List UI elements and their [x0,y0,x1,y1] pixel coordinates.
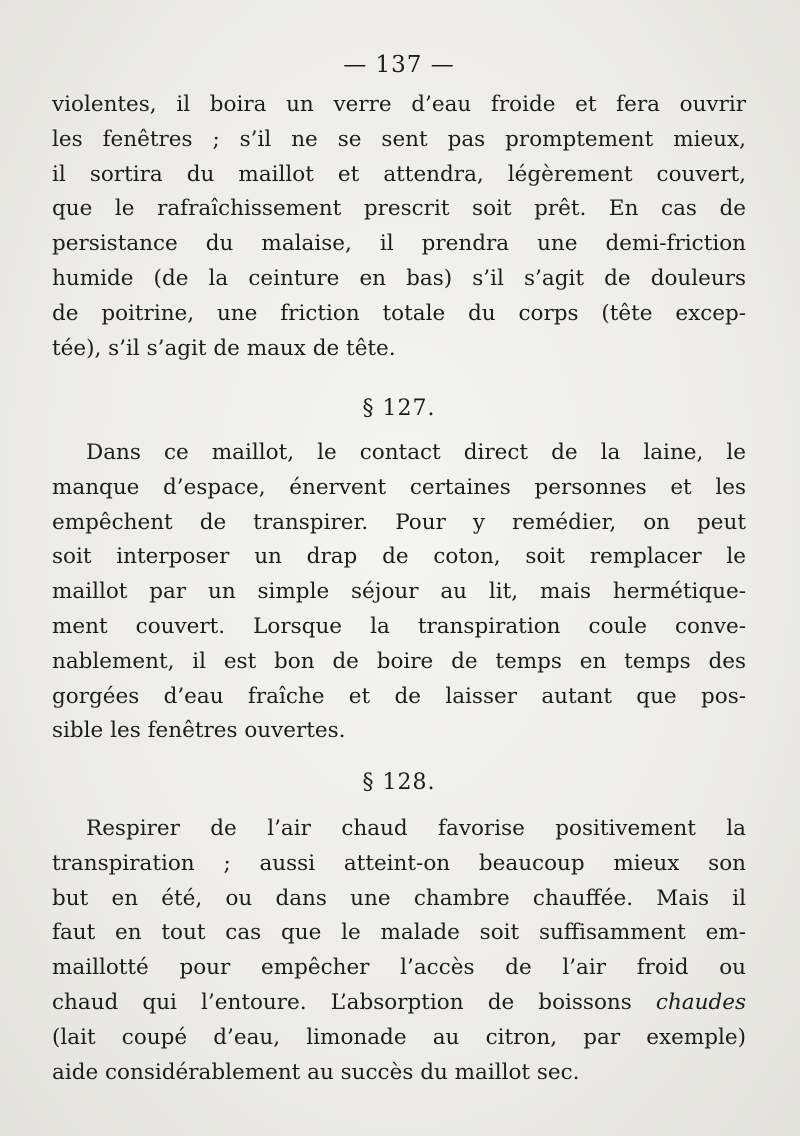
paragraph-line: de poitrine, une friction totale du corps (tête excep- [52,300,746,326]
section-heading-128: § 128. [362,770,436,795]
paragraph-line: sible les fenêtres ouvertes. [52,718,346,744]
paragraph-line: (lait coupé d’eau, limonade au citron, par exemple) [52,1024,746,1050]
paragraph-line: nablement, il est bon de boire de temps en temps des [52,648,746,674]
paragraph-line: violentes, il boira un verre d’eau froide et fera ouvrir [52,92,746,117]
paragraph-line: faut en tout cas que le malade soit suffisamment em- [52,920,746,946]
paragraph-line: aide considérablement au succès du maillot sec. [52,1059,580,1085]
paragraph-1 [52,88,746,366]
paragraph-line: ment couvert. Lorsque la transpiration coule conve- [52,613,746,639]
paragraph-line: il sortira du maillot et attendra, légèrement couvert, [52,161,746,187]
paragraph-line: but en été, ou dans une chambre chauffée. Mais il [52,885,746,911]
paragraph-line: manque d’espace, énervent certaines personnes et les [52,474,746,500]
paragraph-2 [52,436,746,749]
paragraph-line: maillot par un simple séjour au lit, mais hermétique- [52,579,746,605]
paragraph-line: que le rafraîchissement prescrit soit prêt. En cas de [52,196,746,222]
paragraph-line: empêchent de transpirer. Pour y remédier, on peut [52,509,746,535]
paragraph-line: tée), s’il s’agit de maux de tête. [52,335,396,361]
paragraph-line [52,986,746,1021]
page-number: — 137 — [343,52,455,78]
paragraph-line: humide (de la ceinture en bas) s’il s’agit de douleurs [52,265,746,291]
paragraph-line: persistance du malaise, il prendra une demi-friction [52,231,746,257]
paragraph-line: transpiration ; aussi atteint-on beaucoup mieux son [52,850,746,876]
italic-word: chaudes [655,989,746,1015]
paragraph-line: Dans ce maillot, le contact direct de la laine, le [86,440,746,465]
line-text: chaud qui l’entoure. L’absorption de boissons [52,989,632,1015]
paragraph-3 [52,812,746,1090]
paragraph-line: maillotté pour empêcher l’accès de l’air froid ou [52,955,746,981]
paragraph-line: gorgées d’eau fraîche et de laisser autant que pos- [52,683,746,709]
paragraph-line: soit interposer un drap de coton, soit remplacer le [52,544,746,570]
paragraph-line: Respirer de l’air chaud favorise positivement la [86,816,746,841]
section-heading-127: § 127. [362,396,436,421]
paragraph-line: les fenêtres ; s’il ne se sent pas promptement mieux, [52,126,746,152]
